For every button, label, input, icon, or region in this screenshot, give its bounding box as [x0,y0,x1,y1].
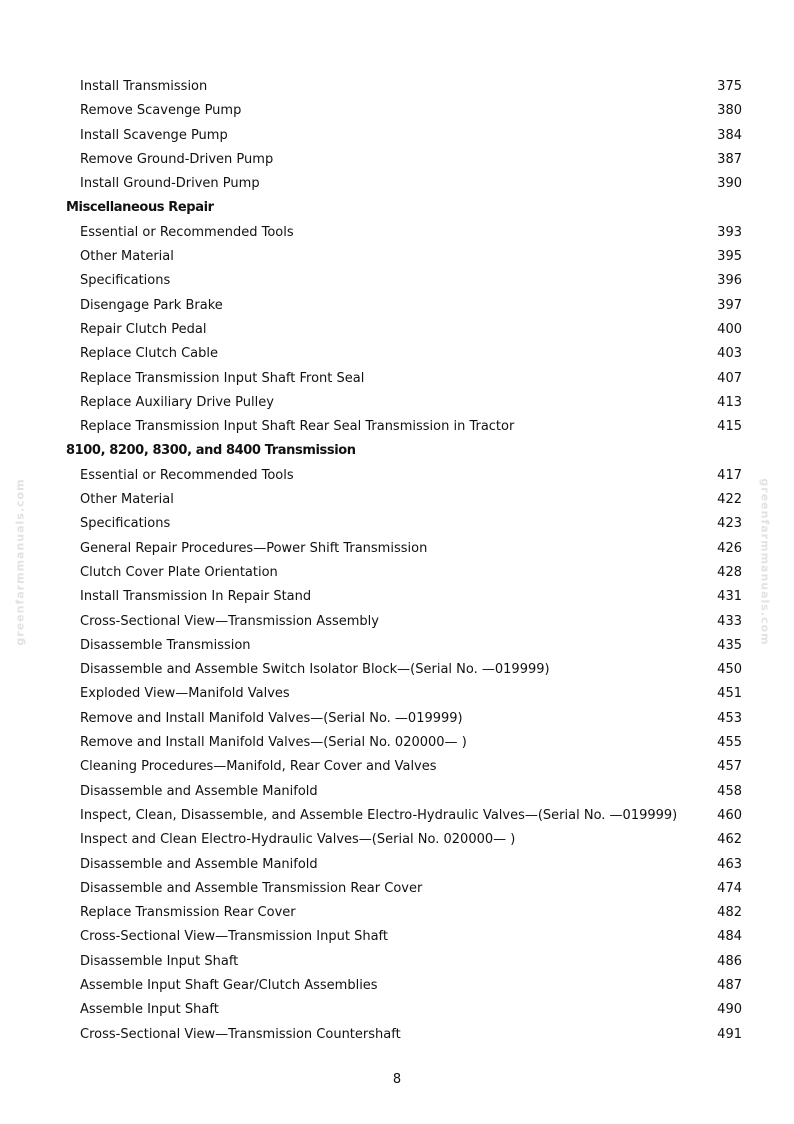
toc-entry[interactable] [0,877,794,901]
toc-entry-title: Inspect, Clean, Disassemble, and Assemble Electro-Hydraulic Valves—(Serial No. —019999) [80,807,678,823]
toc-entry-page: 457 [717,759,742,775]
toc-entry-title: Specifications [80,273,171,289]
toc-entry-title: Disengage Park Brake [80,297,223,313]
toc-entry-page: 375 [717,79,742,94]
toc-entry[interactable] [0,488,794,512]
toc-entry[interactable] [0,318,794,342]
toc-entry[interactable] [0,658,794,682]
toc-entry-page: 407 [717,370,742,386]
toc-entry-page: 396 [717,273,742,289]
toc-entry[interactable] [0,75,794,99]
toc-entry-title: Repair Clutch Pedal [80,321,207,337]
table-of-contents [0,75,794,1047]
toc-entry[interactable] [0,950,794,974]
toc-entry-title: Replace Clutch Cable [80,346,219,362]
toc-entry-page: 433 [717,613,742,629]
toc-entry[interactable] [0,537,794,561]
toc-section-title: Miscellaneous Repair [66,200,214,216]
toc-entry-title: Cross-Sectional View—Transmission Countershaft [80,1026,401,1042]
toc-entry[interactable] [0,124,794,148]
toc-entry[interactable] [0,853,794,877]
toc-entry[interactable] [0,415,794,439]
toc-entry-title: Cleaning Procedures—Manifold, Rear Cover and Valves [80,759,437,775]
toc-entry[interactable] [0,221,794,245]
toc-entry-title: Other Material [80,249,174,265]
toc-entry-title: Disassemble and Assemble Switch Isolator Block—(Serial No. —019999) [80,662,550,678]
toc-entry-title: Essential or Recommended Tools [80,467,294,483]
toc-entry-title: Remove Ground-Driven Pump [80,151,274,167]
toc-entry-title: Disassemble Input Shaft [80,953,239,969]
toc-entry-page: 482 [717,905,742,921]
toc-entry-page: 451 [717,686,742,702]
toc-entry[interactable] [0,707,794,731]
toc-entry-title: Install Ground-Driven Pump [80,176,260,192]
toc-entry-page: 491 [717,1026,742,1042]
toc-entry-page: 400 [717,321,742,337]
toc-entry-page: 458 [717,783,742,799]
toc-entry-title: Other Material [80,492,174,508]
toc-entry-page: 393 [717,224,742,240]
toc-entry-page: 423 [717,516,742,532]
toc-entry-title: Cross-Sectional View—Transmission Input Shaft [80,929,388,945]
toc-entry-page: 462 [717,832,742,848]
toc-entry-page: 417 [717,467,742,483]
toc-entry-title: Clutch Cover Plate Orientation [80,564,278,580]
toc-entry[interactable] [0,998,794,1022]
toc-entry-page: 455 [717,735,742,751]
toc-entry-title: Install Transmission In Repair Stand [80,589,312,605]
toc-entry-page: 450 [717,662,742,678]
toc-entry[interactable] [0,148,794,172]
toc-entry[interactable] [0,828,794,852]
toc-entry[interactable] [0,974,794,998]
toc-entry-page: 428 [717,564,742,580]
toc-entry-title: General Repair Procedures—Power Shift Transmission [80,540,428,556]
toc-entry[interactable] [0,294,794,318]
toc-entry[interactable] [0,561,794,585]
toc-entry[interactable] [0,755,794,779]
toc-entry-title: Specifications [80,516,171,532]
toc-entry-page: 435 [717,637,742,653]
toc-entry-title: Disassemble Transmission [80,637,251,653]
toc-entry-page: 487 [717,977,742,993]
toc-entry[interactable] [0,99,794,123]
toc-entry-title: Assemble Input Shaft [80,1002,219,1018]
toc-entry-title: Install Scavenge Pump [80,127,228,143]
toc-entry-page: 463 [717,856,742,872]
toc-section-title: 8100, 8200, 8300, and 8400 Transmission [66,443,356,459]
toc-entry-page: 384 [717,127,742,143]
toc-entry-page: 431 [717,589,742,605]
toc-entry-title: Disassemble and Assemble Transmission Rear Cover [80,880,423,896]
toc-section-heading [0,439,794,463]
toc-entry-title: Remove and Install Manifold Valves—(Serial No. 020000— ) [80,735,467,751]
toc-entry-title: Disassemble and Assemble Manifold [80,783,318,799]
toc-entry-title: Disassemble and Assemble Manifold [80,856,318,872]
toc-entry-title: Replace Transmission Input Shaft Rear Seal Transmission in Tractor [80,419,515,435]
toc-entry-title: Remove and Install Manifold Valves—(Serial No. —019999) [80,710,463,726]
toc-entry[interactable] [0,1023,794,1047]
toc-entry-title: Cross-Sectional View—Transmission Assembly [80,613,379,629]
toc-entry-title: Remove Scavenge Pump [80,103,242,119]
page-number: 8 [392,1072,402,1087]
toc-entry[interactable] [0,464,794,488]
toc-entry[interactable] [0,367,794,391]
toc-entry-page: 426 [717,540,742,556]
toc-entry-title: Install Transmission [80,79,208,94]
toc-entry-page: 380 [717,103,742,119]
toc-entry[interactable] [0,925,794,949]
toc-entry-title: Replace Transmission Input Shaft Front Seal [80,370,365,386]
toc-entry-page: 453 [717,710,742,726]
watermark-left-text: greenfarmmanuals.com [13,478,27,646]
toc-entry[interactable] [0,634,794,658]
toc-entry-page: 395 [717,249,742,265]
toc-entry-page: 403 [717,346,742,362]
toc-section-heading [0,196,794,220]
toc-entry-title: Exploded View—Manifold Valves [80,686,290,702]
toc-entry-page: 413 [717,394,742,410]
toc-entry-page: 390 [717,176,742,192]
toc-entry[interactable] [0,245,794,269]
toc-entry[interactable] [0,780,794,804]
toc-entry-page: 387 [717,151,742,167]
toc-entry[interactable] [0,610,794,634]
toc-entry-title: Inspect and Clean Electro-Hydraulic Valves—(Serial No. 020000— ) [80,832,516,848]
toc-entry[interactable] [0,269,794,293]
toc-entry-page: 415 [717,419,742,435]
toc-entry[interactable] [0,512,794,536]
toc-entry-page: 486 [717,953,742,969]
toc-entry-page: 460 [717,807,742,823]
toc-entry-title: Assemble Input Shaft Gear/Clutch Assemblies [80,977,378,993]
toc-entry-title: Replace Auxiliary Drive Pulley [80,394,274,410]
toc-entry-page: 397 [717,297,742,313]
toc-entry-page: 422 [717,492,742,508]
toc-entry-page: 474 [717,880,742,896]
toc-entry[interactable] [0,731,794,755]
watermark-right-text: greenfarmmanuals.com [758,478,772,646]
toc-entry-page: 484 [717,929,742,945]
toc-entry[interactable] [0,682,794,706]
toc-entry[interactable] [0,804,794,828]
toc-entry[interactable] [0,172,794,196]
toc-entry-page: 490 [717,1002,742,1018]
toc-entry[interactable] [0,901,794,925]
toc-entry-title: Essential or Recommended Tools [80,224,294,240]
toc-entry-title: Replace Transmission Rear Cover [80,905,296,921]
toc-entry[interactable] [0,585,794,609]
toc-entry[interactable] [0,391,794,415]
toc-entry[interactable] [0,342,794,366]
